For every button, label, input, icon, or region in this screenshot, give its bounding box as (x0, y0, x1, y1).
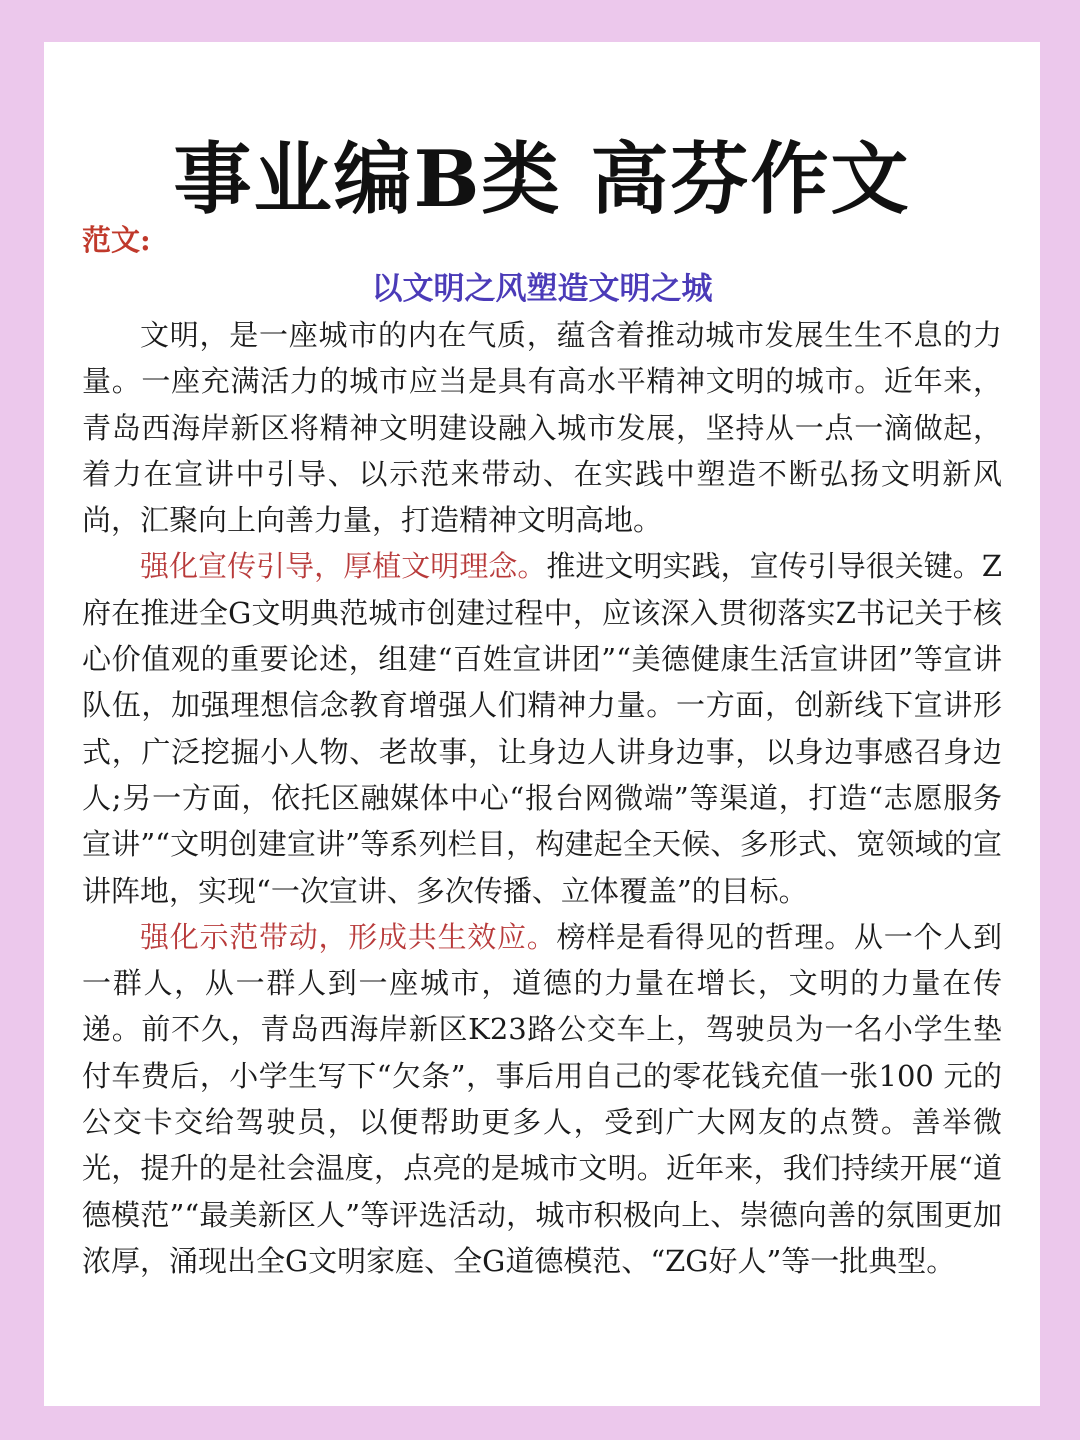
paragraph-text: 文明，是一座城市的内在气质，蕴含着推动城市发展生生不息的力量。一座充满活力的城市应当是具有高水平精神文明的城市。近年来，青岛西海岸新区将精神文明建设融入城市发展，坚持从一点一滴做起，着力在宣讲中引导、以示范来带动、在实践中塑造不断弘扬文明新风尚，汇聚向上向善力量，打造精神文明高地。 (82, 318, 1002, 538)
document-page (44, 42, 1040, 1406)
paragraph-intro (82, 312, 1002, 543)
paragraph-publicity (82, 543, 1002, 913)
essay-title: 以文明之风塑造文明之城 (371, 271, 713, 307)
paragraph-text: 榜样是看得见的哲理。从一个人到一群人，从一群人到一座城市，道德的力量在增长，文明的力量在传递。前不久，青岛西海岸新区K23路公交车上，驾驶员为一名小学生垫付车费后，小学生写下“欠条”，事后用自己的零花钱充值一张100 元的公交卡交给驾驶员，以便帮助更多人，受到广大网友的点赞。善举微光，提升的是社会温度，点亮的是城市文明。近年来，我们持续开展“道德模范”“最美新区人”等评选活动，城市积极向上、崇德向善的氛围更加浓厚，涌现出全G文明家庭、全G道德模范、“ZG好人”等一批典型。 (82, 919, 1002, 1278)
essay-body (82, 312, 1002, 1284)
section-heading: 强化示范带动，形成共生效应。 (140, 919, 557, 954)
paragraph-text: 推进文明实践，宣传引导很关键。Z府在推进全G文明典范城市创建过程中，应该深入贯彻落实Z书记关于核心价值观的重要论述，组建“百姓宣讲团”“美德健康生活宣讲团”等宣讲队伍，加强理想信念教育增强人们精神力量。一方面，创新线下宣讲形式，广泛挖掘小人物、老故事，让身边人讲身边事，以身边事感召身边人;另一方面，依托区融媒体中心“报台网微端”等渠道，打造“志愿服务宣讲”“文明创建宣讲”等系列栏目，构建起全天候、多形式、宽领域的宣讲阵地，实现“一次宣讲、多次传播、立体覆盖”的目标。 (82, 549, 1002, 908)
section-heading: 强化宣传引导，厚植文明理念。 (140, 549, 547, 584)
sample-label: 范文: (82, 223, 151, 257)
paragraph-role-model (82, 914, 1002, 1284)
page-title: 事业编B类 高芬作文 (173, 134, 911, 225)
